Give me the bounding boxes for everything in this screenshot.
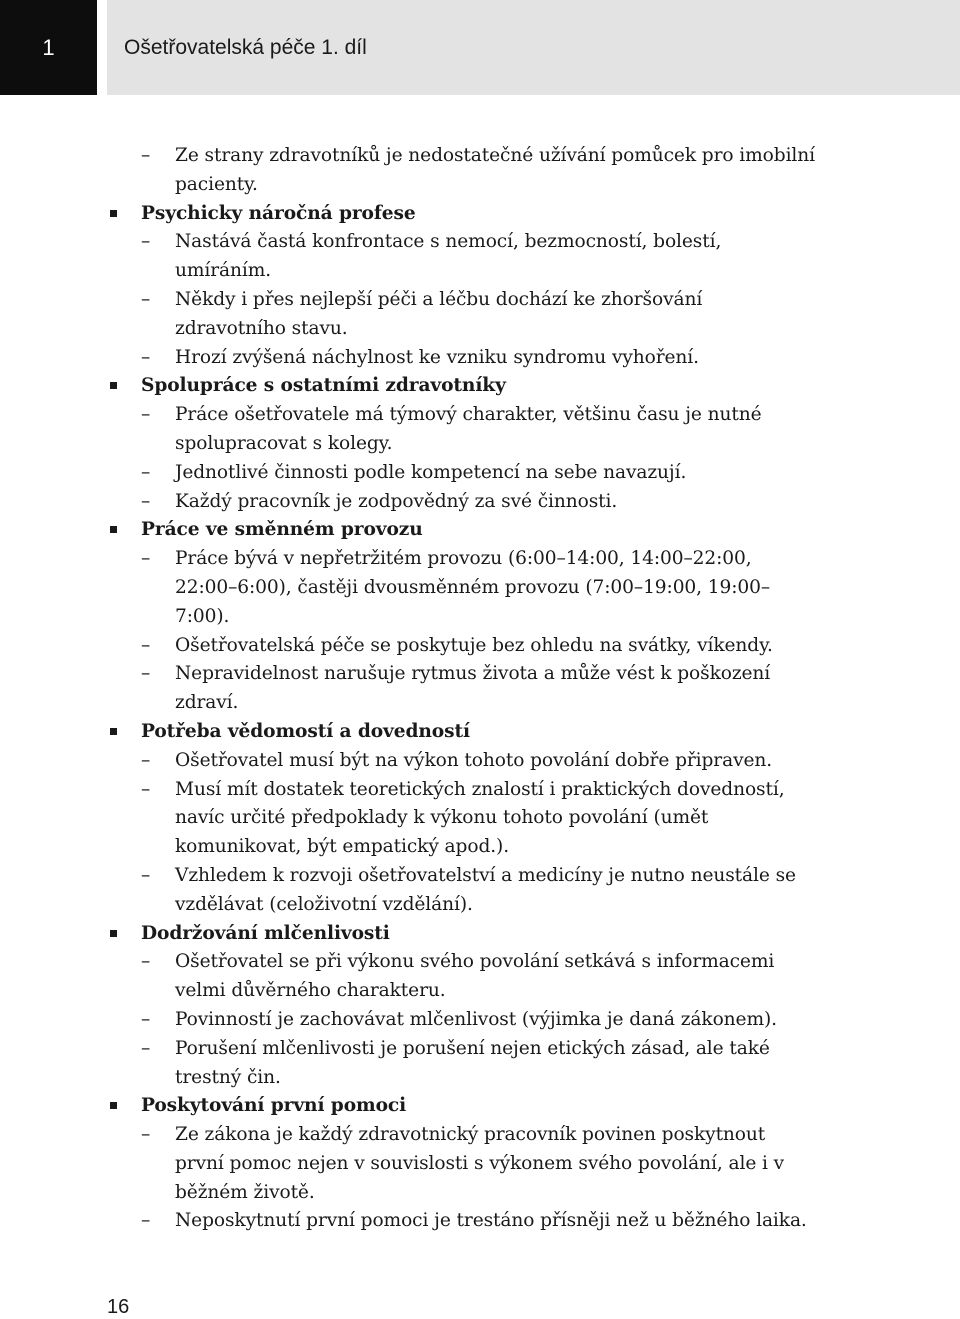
dash-marker: – (141, 548, 151, 570)
square-bullet-icon (110, 210, 117, 217)
list-item: – Práce ošetřovatele má týmový charakter, většinu času je nutné spolupracovat s kolegy. (141, 401, 816, 459)
page-content (108, 142, 816, 1236)
section-heading: Poskytování první pomoci (141, 1095, 407, 1117)
chapter-header (0, 0, 960, 95)
section-smenny-provoz (108, 516, 816, 718)
square-bullet-icon (110, 382, 117, 389)
square-bullet-icon (110, 728, 117, 735)
list-item: – Jednotlivé činnosti podle kompetencí na sebe navazují. (141, 459, 816, 488)
chapter-title: Ošetřovatelská péče 1. díl (107, 0, 960, 95)
page-number: 16 (107, 1296, 130, 1318)
dash-marker: – (141, 749, 151, 771)
section-heading: Práce ve směnném provozu (141, 519, 423, 541)
dash-marker: – (141, 145, 151, 166)
square-bullet-icon (110, 1102, 117, 1109)
square-bullet-icon (110, 930, 117, 937)
section-vedomosti (108, 718, 816, 920)
dash-marker: – (141, 1008, 151, 1030)
dash-marker: – (141, 634, 151, 656)
list-item: – Nepravidelnost narušuje rytmus života a může vést k poškození zdraví. (141, 660, 816, 718)
list-item: – Vzhledem k rozvoji ošetřovatelství a medicíny je nutno neustále se vzdělávat (celoživotní vzdělání). (141, 862, 816, 920)
section-heading: Potřeba vědomostí a dovedností (141, 720, 470, 742)
section-mlcenlivost (108, 920, 816, 1093)
section-heading: Psychicky náročná profese (141, 202, 416, 224)
list-item: – Někdy i přes nejlepší péči a léčbu dochází ke zhoršování zdravotního stavu. (141, 286, 816, 344)
section-heading: Dodržování mlčenlivosti (141, 922, 390, 944)
dash-marker: – (141, 1037, 151, 1059)
dash-marker: – (141, 864, 151, 886)
dash-marker: – (141, 490, 151, 512)
list-item: – Nastává častá konfrontace s nemocí, bezmocností, bolestí, umíráním. (141, 228, 816, 286)
list-item: – Porušení mlčenlivosti je porušení nejen etických zásad, ale také trestný čin. (141, 1035, 816, 1093)
section-heading: Spolupráce s ostatními zdravotníky (141, 375, 506, 397)
dash-marker: – (141, 346, 151, 368)
list-item: – Neposkytnutí první pomoci je trestáno přísněji než u běžného laika. (141, 1207, 816, 1236)
dash-marker: – (141, 663, 151, 685)
list-item: – Ze zákona je každý zdravotnický pracovník povinen poskytnout první pomoc nejen v souvislosti s výkonem svého povolání, ale i v běžném životě. (141, 1121, 816, 1207)
dash-marker: – (141, 951, 151, 973)
list-item: – Ošetřovatel se při výkonu svého povolání setkává s informacemi velmi důvěrného charakteru. (141, 948, 816, 1006)
dash-marker: – (141, 404, 151, 426)
dash-marker: – (141, 1210, 151, 1232)
dash-marker: – (141, 778, 151, 800)
section-spoluprace (108, 372, 816, 516)
list-item: – Ošetřovatel musí být na výkon tohoto povolání dobře připraven. (141, 747, 816, 776)
list-item: – Práce bývá v nepřetržitém provozu (6:00–14:00, 14:00–22:00, 22:00–6:00), častěji dvousměnném provozu (7:00–19:00, 19:00–7:00). (141, 545, 816, 631)
section-psychicky (108, 200, 816, 373)
square-bullet-icon (110, 526, 117, 533)
dash-marker: – (141, 288, 151, 310)
intro-point: – Ze strany zdravotníků je nedostatečné užívání pomůcek pro imobilní pacienty. (141, 142, 816, 200)
dash-marker: – (141, 461, 151, 483)
list-item: – Hrozí zvýšená náchylnost ke vzniku syndromu vyhoření. (141, 344, 816, 373)
list-item: – Každý pracovník je zodpovědný za své činnosti. (141, 488, 816, 517)
list-item: – Povinností je zachovávat mlčenlivost (výjimka je daná zákonem). (141, 1006, 816, 1035)
chapter-number: 1 (0, 0, 97, 95)
dash-marker: – (141, 231, 151, 253)
list-item: – Ošetřovatelská péče se poskytuje bez ohledu na svátky, víkendy. (141, 632, 816, 661)
section-prvni-pomoc (108, 1092, 816, 1236)
dash-marker: – (141, 1124, 151, 1146)
list-item: – Musí mít dostatek teoretických znalostí i praktických dovedností, navíc určité předpoklady k výkonu tohoto povolání (umět komunikovat, být empatický apod.). (141, 776, 816, 862)
